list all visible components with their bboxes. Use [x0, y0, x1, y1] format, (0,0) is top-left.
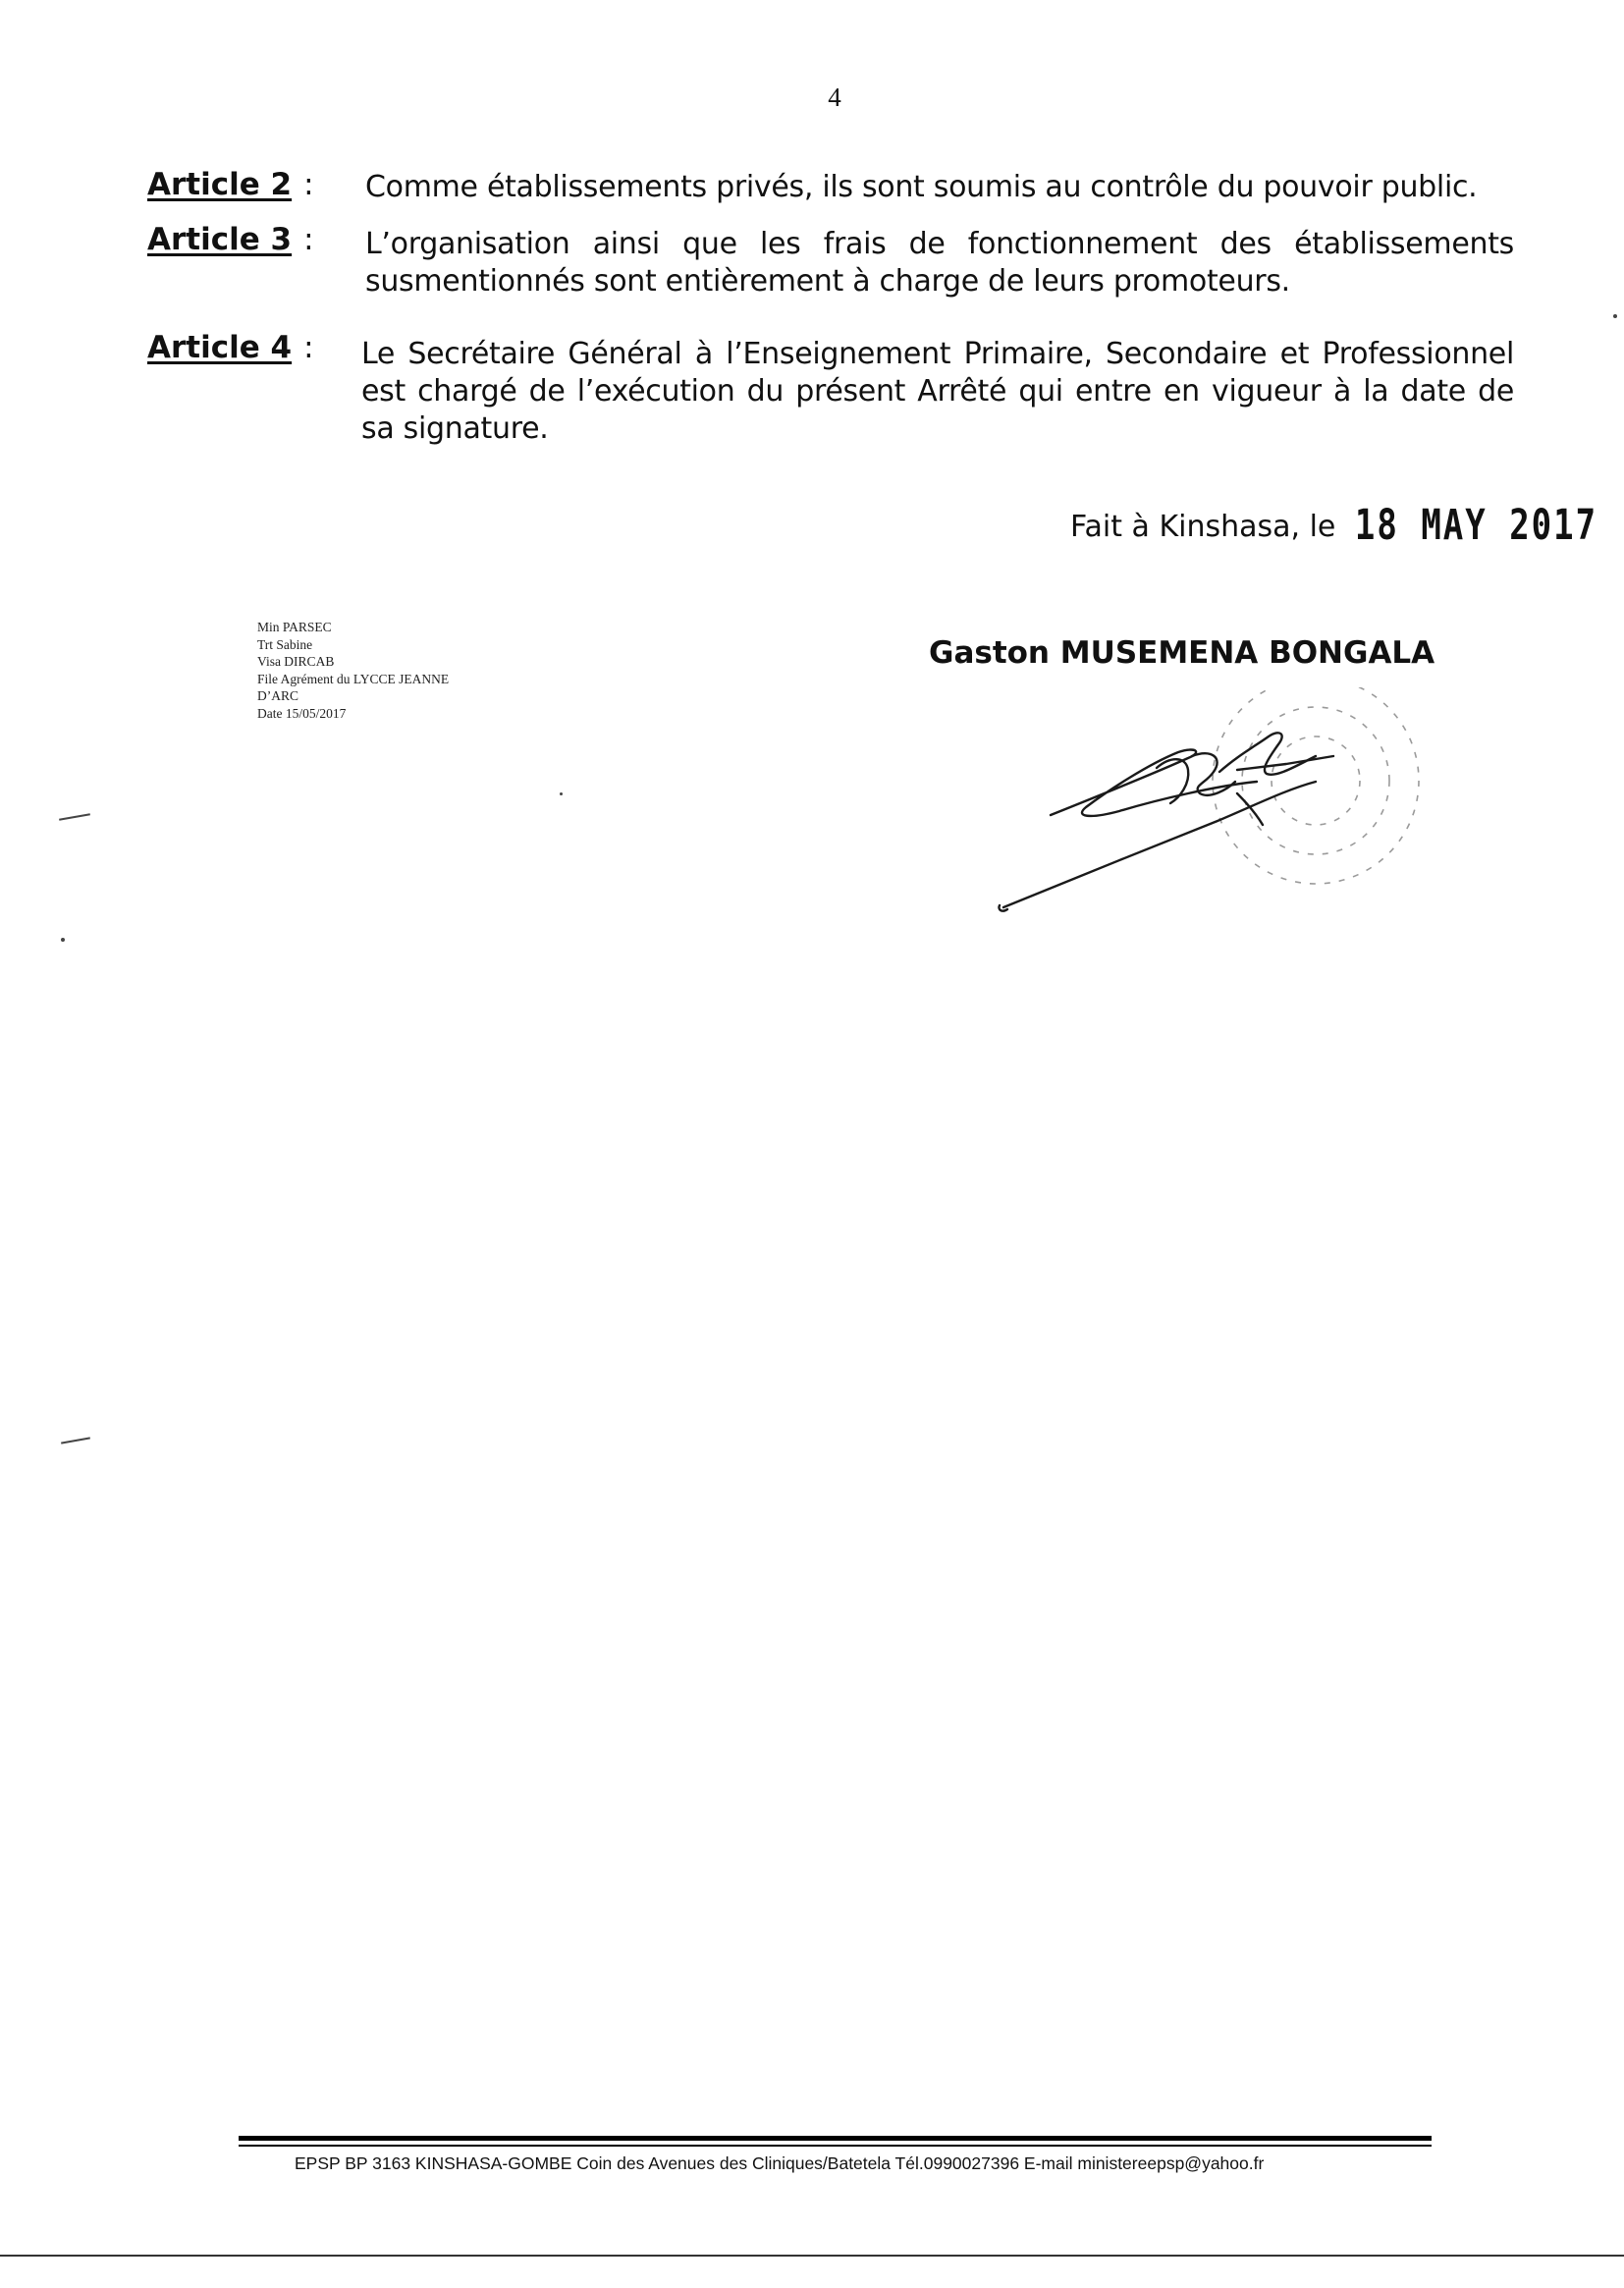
article-2-line: Comme établissements privés, ils sont soumis au contrôle du pouvoir public.	[365, 170, 1478, 204]
reference-line: Date 15/05/2017	[257, 705, 347, 721]
reference-block	[257, 619, 532, 722]
footer-rule-thin	[239, 2145, 1432, 2147]
article-2-label: Article 2 :	[147, 167, 314, 202]
handwritten-signature	[992, 687, 1492, 923]
article-4-line: Le Secrétaire Général à l’Enseignement Primaire, Secondaire et Professionnel	[361, 337, 1514, 371]
scan-speck	[1613, 314, 1617, 318]
place-text: Fait à Kinshasa, le	[1070, 510, 1336, 544]
footer-address: EPSP BP 3163 KINSHASA-GOMBE Coin des Avenues des Cliniques/Batetela Tél.0990027396 E-mail ministereepsp@yahoo.fr	[295, 2153, 1265, 2173]
article-3-line: susmentionnés sont entièrement à charge de leurs promoteurs.	[365, 264, 1290, 299]
article-3-text	[365, 226, 1514, 300]
scan-speck	[61, 938, 65, 942]
article-4-line: sa signature.	[361, 411, 549, 446]
reference-line: Visa DIRCAB	[257, 654, 335, 669]
article-3-line: L’organisation ainsi que les frais de fonctionnement des établissements	[365, 227, 1514, 261]
article-4-label: Article 4 :	[147, 330, 314, 365]
scan-speck	[59, 813, 90, 821]
stamped-date: 18 MAY 2017	[1354, 501, 1598, 550]
article-4-text	[361, 336, 1514, 448]
scan-speck	[61, 1437, 90, 1444]
article-3-label: Article 3 :	[147, 222, 314, 257]
article-4-line: est chargé de l’exécution du présent Arrêté qui entre en vigueur à la date de	[361, 374, 1514, 409]
place-date	[1070, 501, 1598, 550]
page-bottom-rule	[0, 2255, 1624, 2257]
footer-rule	[239, 2136, 1432, 2141]
page-number: 4	[828, 82, 841, 112]
reference-line: Min PARSEC	[257, 620, 332, 634]
signatory-name: Gaston MUSEMENA BONGALA	[929, 635, 1435, 671]
reference-line: File Agrément du LYCCE JEANNE	[257, 671, 450, 686]
reference-line: D’ARC	[257, 688, 299, 703]
scan-speck	[560, 792, 563, 795]
article-2-text	[365, 169, 1514, 206]
reference-line: Trt Sabine	[257, 636, 313, 652]
